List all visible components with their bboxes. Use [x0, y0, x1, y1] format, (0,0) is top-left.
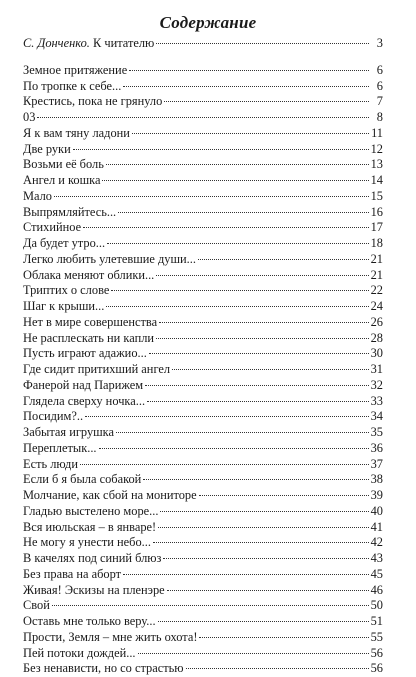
toc-entry-page: 31	[370, 362, 383, 376]
toc-entry-page: 56	[370, 645, 383, 660]
toc-entry-page: 3	[376, 36, 383, 50]
dot-leader	[99, 448, 369, 449]
dot-leader	[164, 101, 369, 102]
toc-entry	[23, 646, 383, 662]
page-title: Содержание	[159, 13, 257, 32]
toc-entry-title: Без ненависти, но со страстью	[23, 661, 184, 676]
dot-leader	[156, 338, 369, 339]
toc-entry-title: Свой	[23, 598, 50, 613]
toc-entry-page: 45	[370, 566, 383, 581]
toc-entry	[23, 331, 383, 347]
toc-entry	[23, 79, 383, 95]
dot-leader	[106, 164, 369, 165]
toc-entry-title: Не расплескать ни капли	[23, 330, 155, 345]
toc-entry	[23, 157, 383, 173]
toc-entry	[23, 205, 383, 221]
toc-entry-page: 16	[370, 204, 383, 219]
toc-entry	[23, 551, 383, 567]
toc-entry	[23, 535, 383, 551]
toc-entry-title: Переплетык...	[23, 440, 97, 455]
toc-entry	[23, 394, 383, 410]
toc-entry-page: 26	[370, 314, 383, 329]
toc-entry-page: 28	[370, 330, 383, 345]
toc-entry	[23, 583, 383, 599]
dot-leader	[107, 243, 369, 244]
toc-entry	[23, 252, 383, 268]
dot-leader	[116, 432, 369, 433]
toc-entry-title: Облака меняют облики...	[23, 267, 155, 282]
toc-entry	[23, 504, 383, 520]
dot-leader	[149, 353, 369, 354]
dot-leader	[37, 117, 369, 118]
toc-entry-page: 6	[376, 78, 383, 93]
toc-entry-page: 8	[376, 110, 383, 124]
toc-entry-text	[23, 36, 154, 52]
dot-leader	[123, 574, 369, 575]
toc-entry-title: Мало	[23, 188, 53, 203]
toc-entry-title: Легко любить улетевшие души...	[23, 251, 196, 266]
toc-entry-title: Да будет утро...	[23, 236, 106, 250]
dot-leader	[54, 196, 369, 197]
toc-entry-page: 15	[370, 188, 383, 203]
toc-entry	[23, 268, 383, 284]
toc-entry	[23, 236, 383, 252]
toc-entry	[23, 409, 383, 425]
dot-leader	[85, 416, 369, 417]
toc-entry-title: Я к вам тяну ладони	[23, 125, 130, 140]
toc-entry-page: 40	[370, 503, 383, 518]
dot-leader	[156, 43, 369, 44]
toc-entry-page: 17	[370, 220, 383, 235]
toc-entry-page: 38	[370, 472, 383, 487]
toc-entry-title: Выпрямляйтесь...	[23, 204, 117, 219]
dot-leader	[106, 306, 368, 307]
toc-entry	[23, 457, 383, 473]
dot-leader	[153, 542, 369, 543]
dot-leader	[158, 621, 369, 622]
toc-entry-title: Оставь мне только веру...	[23, 614, 156, 628]
toc-entry-page: 6	[376, 62, 383, 77]
toc-entry-title: Если б я была собакой	[23, 472, 142, 487]
toc-entry-title: Фанерой над Парижем	[23, 377, 144, 392]
toc-entry-page: 21	[370, 267, 383, 282]
toc-entry	[23, 126, 383, 142]
toc-entry	[23, 299, 383, 315]
toc-entry-page: 30	[370, 346, 383, 361]
toc-entry-page: 13	[370, 157, 383, 172]
table-of-contents	[23, 36, 383, 677]
dot-leader	[198, 259, 369, 260]
toc-entry-page: 14	[370, 173, 383, 187]
toc-entry	[23, 220, 383, 236]
toc-entry-title: Прости, Земля – мне жить охота!	[23, 629, 198, 644]
dot-leader	[129, 70, 369, 71]
toc-entry	[23, 614, 383, 630]
toc-entry-page: 55	[370, 629, 383, 644]
toc-entry-page: 39	[370, 488, 383, 502]
dot-leader	[102, 180, 368, 181]
toc-entry-page: 46	[370, 582, 383, 597]
toc-entry-page: 12	[370, 141, 383, 156]
dot-leader	[172, 369, 369, 370]
toc-entry-title: Две руки	[23, 141, 71, 156]
dot-leader	[138, 653, 369, 654]
toc-entry	[23, 472, 383, 488]
toc-entry-page: 35	[370, 425, 383, 439]
toc-entry	[23, 567, 383, 583]
dot-leader	[83, 227, 369, 228]
toc-entry-title: Живая! Эскизы на пленэре	[23, 582, 165, 597]
toc-entry	[23, 520, 383, 536]
toc-entry	[23, 63, 383, 79]
toc-entry	[23, 110, 383, 126]
toc-entry-page: 11	[371, 125, 383, 140]
toc-entry	[23, 315, 383, 331]
toc-entry	[23, 488, 383, 504]
toc-entry	[23, 441, 383, 457]
toc-entry-page: 43	[370, 551, 383, 565]
toc-entry-title: Пусть играют адажио...	[23, 346, 147, 361]
toc-entry-page: 18	[370, 236, 383, 250]
toc-entry	[23, 94, 383, 110]
toc-entry-intro	[23, 36, 383, 52]
toc-entry-title: Забытая игрушка	[23, 425, 115, 439]
dot-leader	[147, 401, 369, 402]
toc-entry-title: Триптих о слове	[23, 283, 110, 298]
toc-entry-title: Вся июльская – в январе!	[23, 519, 157, 534]
dot-leader	[111, 290, 368, 291]
toc-entry-title: Крестись, пока не грянуло	[23, 94, 163, 109]
toc-entry-title: Нет в мире совершенства	[23, 314, 158, 329]
toc-entry-page: 21	[370, 251, 383, 266]
dot-leader	[52, 605, 369, 606]
dot-leader	[199, 637, 368, 638]
toc-entry-page: 50	[370, 598, 383, 613]
toc-entry-page: 41	[370, 519, 383, 534]
dot-leader	[163, 558, 368, 559]
toc-entry-page: 56	[370, 661, 383, 676]
toc-entry-title: Шаг к крыши...	[23, 299, 105, 313]
toc-entry	[23, 362, 383, 378]
toc-entry-page: 24	[370, 299, 383, 313]
toc-entry-page: 36	[370, 440, 383, 455]
toc-entry	[23, 661, 383, 677]
toc-entry-title: Глядела сверху ночка...	[23, 393, 146, 408]
toc-entry	[23, 598, 383, 614]
toc-entry	[23, 142, 383, 158]
dot-leader	[118, 212, 368, 213]
dot-leader	[167, 590, 369, 591]
toc-entry-title: Стихийное	[23, 220, 82, 235]
toc-entry-title: Земное притяжение	[23, 62, 128, 77]
toc-entry-title: Гладью выстелено море...	[23, 503, 159, 518]
toc-entry-title: Посидим?..	[23, 409, 84, 424]
toc-entry-page: 42	[370, 535, 383, 550]
toc-entry-page: 37	[370, 456, 383, 471]
dot-leader	[160, 511, 368, 512]
toc-entry-title: 03	[23, 110, 36, 124]
dot-leader	[145, 385, 369, 386]
toc-entry-title: Пей потоки дождей...	[23, 645, 136, 660]
toc-entry-title: В качелях под синий блюз	[23, 551, 162, 565]
toc-entry	[23, 189, 383, 205]
dot-leader	[80, 464, 369, 465]
toc-entry	[23, 630, 383, 646]
toc-entry	[23, 346, 383, 362]
toc-entry-page: 51	[370, 614, 383, 628]
toc-entry-page: 34	[370, 409, 383, 424]
dot-leader	[159, 322, 368, 323]
dot-leader	[158, 527, 368, 528]
toc-entry	[23, 173, 383, 189]
toc-entry-page: 22	[370, 283, 383, 298]
dot-leader	[199, 495, 369, 496]
dot-leader	[156, 275, 368, 276]
toc-entry-title: Возьми её боль	[23, 157, 104, 172]
toc-entry-page: 33	[370, 393, 383, 408]
dot-leader	[123, 86, 369, 87]
toc-entry-title: Молчание, как сбой на мониторе	[23, 488, 197, 502]
dot-leader	[186, 668, 369, 669]
toc-entry-title: К читателю	[92, 36, 155, 50]
dot-leader	[73, 149, 369, 150]
toc-entry-page: 7	[376, 94, 383, 109]
toc-entry-title: Где сидит притихший ангел	[23, 362, 171, 376]
toc-entry-page: 32	[370, 377, 383, 392]
toc-entry-title: Есть люди	[23, 456, 78, 471]
toc-entry-title: Ангел и кошка	[23, 173, 101, 187]
toc-entry	[23, 378, 383, 394]
dot-leader	[143, 479, 368, 480]
toc-entry-title: По тропке к себе...	[23, 78, 122, 93]
toc-entry-title: Не могу я унести небо...	[23, 535, 151, 550]
toc-entry-author: С. Донченко.	[23, 36, 90, 50]
toc-entry-title: Без права на аборт	[23, 566, 122, 581]
dot-leader	[132, 133, 369, 134]
toc-entry	[23, 425, 383, 441]
toc-entry	[23, 283, 383, 299]
